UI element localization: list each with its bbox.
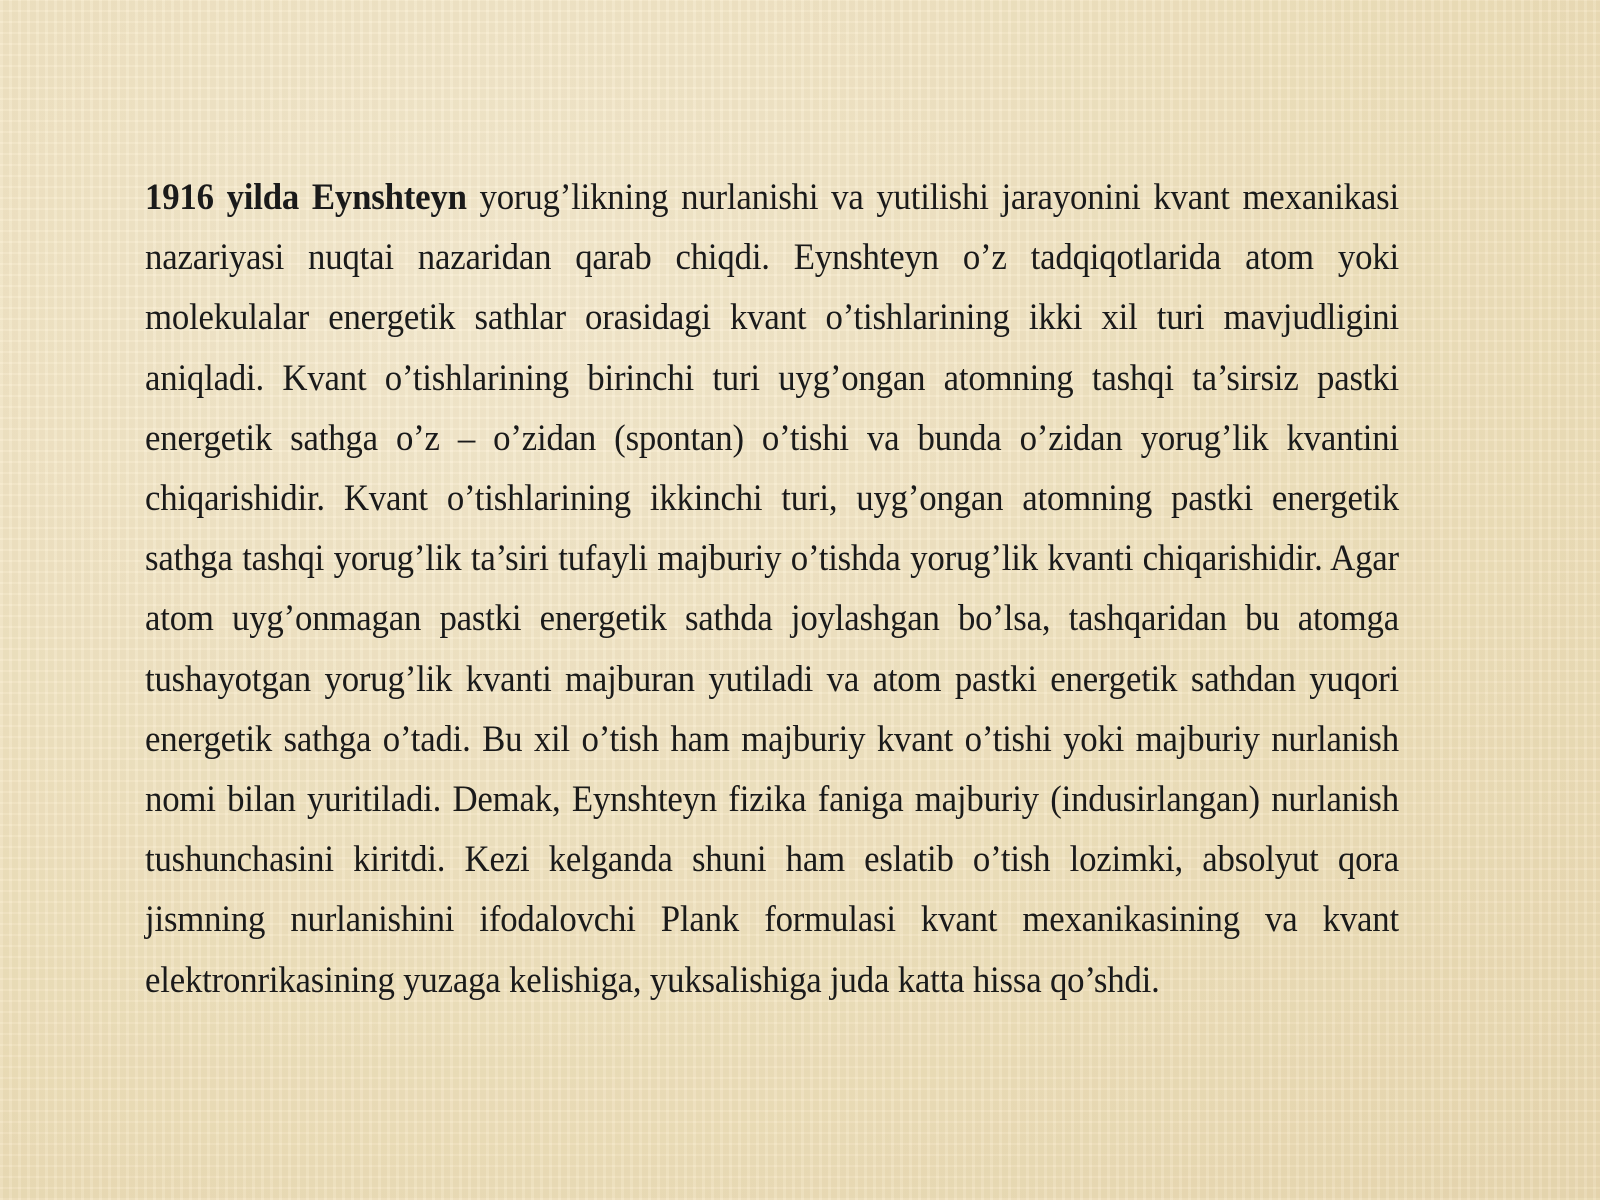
body-paragraph <box>145 168 1399 1011</box>
paragraph-text: yorug’likning nurlanishi va yutilishi jarayonini kvant mexanikasi nazariyasi nuqtai nazaridan qarab chiqdi. Eynshteyn o’z tadqiqotlarida atom yoki molekulalar energetik sathlar orasidagi kvant o’tishlarining ikki xil turi mavjudligini aniqladi. Kvant o’tishlarining birinchi turi uyg’ongan atomning tashqi ta’sirsiz pastki energetik sathga o’z – o’zidan (spontan) o’tishi va bunda o’zidan yorug’lik kvantini chiqarishidir. Kvant o’tishlarining ikkinchi turi, uyg’ongan atomning pastki energetik sathga tashqi yorug’lik ta’siri tufayli majburiy o’tishda yorug’lik kvanti chiqarishidir. Agar atom uyg’onmagan pastki energetik sathda joylashgan bo’lsa, tashqaridan bu atomga tushayotgan yorug’lik kvanti majburan yutiladi va atom pastki energetik sathdan yuqori energetik sathga o’tadi. Bu xil o’tish ham majburiy kvant o’tishi yoki majburiy nurlanish nomi bilan yuritiladi. Demak, Eynshteyn fizika faniga majburiy (indusirlangan) nurlanish tushunchasini kiritdi. Kezi kelganda shuni ham eslatib o’tish lozimki, absolyut qora jismning nurlanishini ifodalovchi Plank formulasi kvant mexanikasining va kvant elektronrikasining yuzaga kelishiga, yuksalishiga juda katta hissa qo’shdi. <box>145 177 1399 1001</box>
paragraph-lead: 1916 yilda Eynshteyn <box>145 177 467 218</box>
